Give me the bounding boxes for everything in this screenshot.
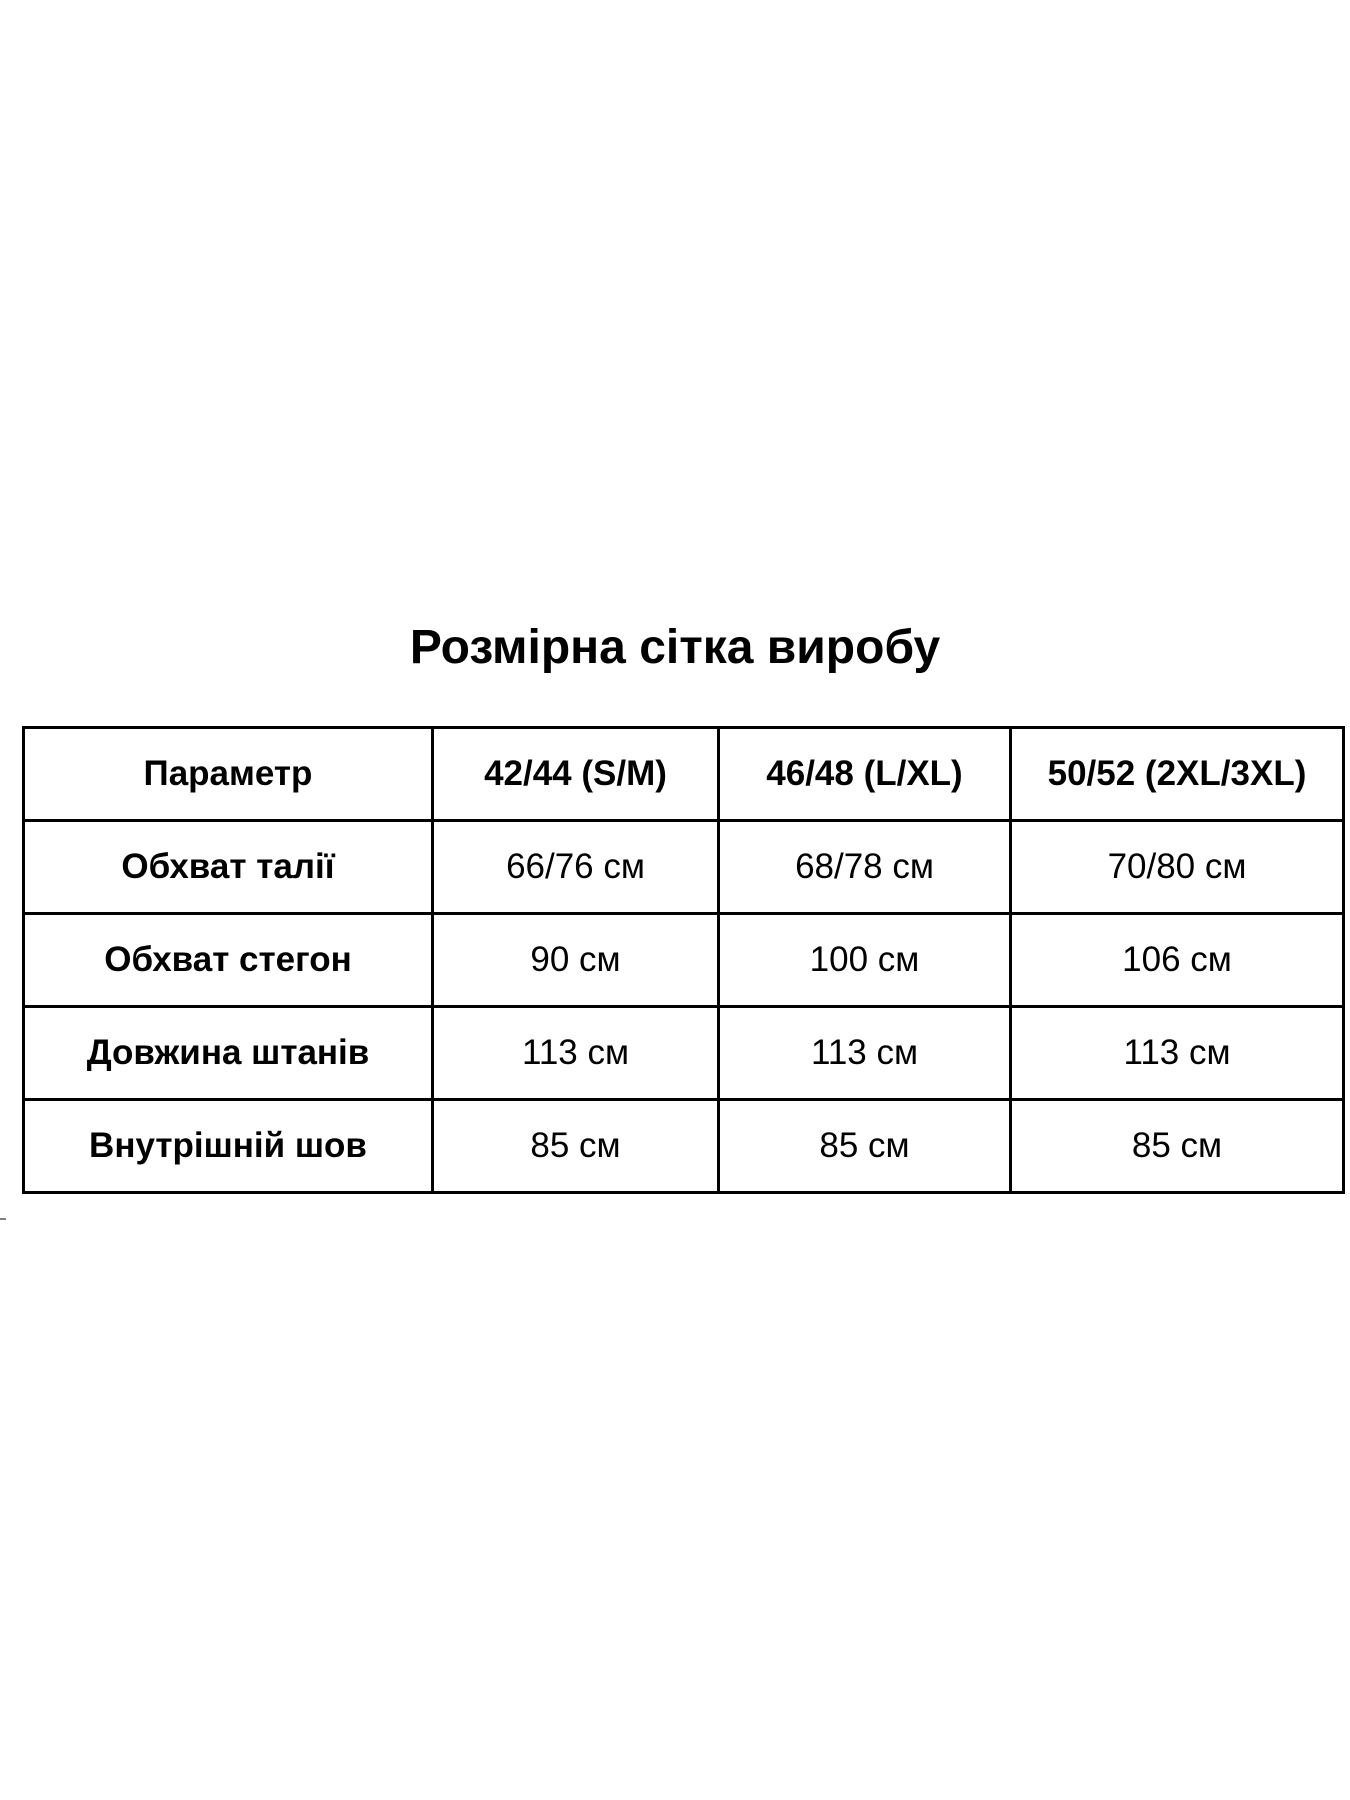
table-cell: 68/78 см — [719, 821, 1011, 914]
table-cell: 85 см — [1011, 1100, 1344, 1193]
table-cell: 100 см — [719, 914, 1011, 1007]
table-header-row — [24, 728, 1344, 821]
table-cell: 113 см — [1011, 1007, 1344, 1100]
table-cell: 70/80 см — [1011, 821, 1344, 914]
edge-mark — [0, 1218, 6, 1220]
row-label: Довжина штанів — [24, 1007, 433, 1100]
table-cell: 90 см — [433, 914, 719, 1007]
table-cell: 85 см — [433, 1100, 719, 1193]
page-title: Розмірна сітка виробу — [409, 621, 941, 674]
column-header-size-s-m: 42/44 (S/M) — [433, 728, 719, 821]
row-label: Обхват талії — [24, 821, 433, 914]
column-header-size-2xl-3xl: 50/52 (2XL/3XL) — [1011, 728, 1344, 821]
row-label: Обхват стегон — [24, 914, 433, 1007]
table-cell: 113 см — [433, 1007, 719, 1100]
table-row — [24, 1007, 1344, 1100]
table-cell: 66/76 см — [433, 821, 719, 914]
table-row — [24, 1100, 1344, 1193]
table-cell: 106 см — [1011, 914, 1344, 1007]
table-cell: 85 см — [719, 1100, 1011, 1193]
row-label: Внутрішній шов — [24, 1100, 433, 1193]
table-row — [24, 821, 1344, 914]
column-header-parameter: Параметр — [24, 728, 433, 821]
size-chart-table — [22, 726, 1345, 1194]
column-header-size-l-xl: 46/48 (L/XL) — [719, 728, 1011, 821]
table-cell: 113 см — [719, 1007, 1011, 1100]
table-row — [24, 914, 1344, 1007]
